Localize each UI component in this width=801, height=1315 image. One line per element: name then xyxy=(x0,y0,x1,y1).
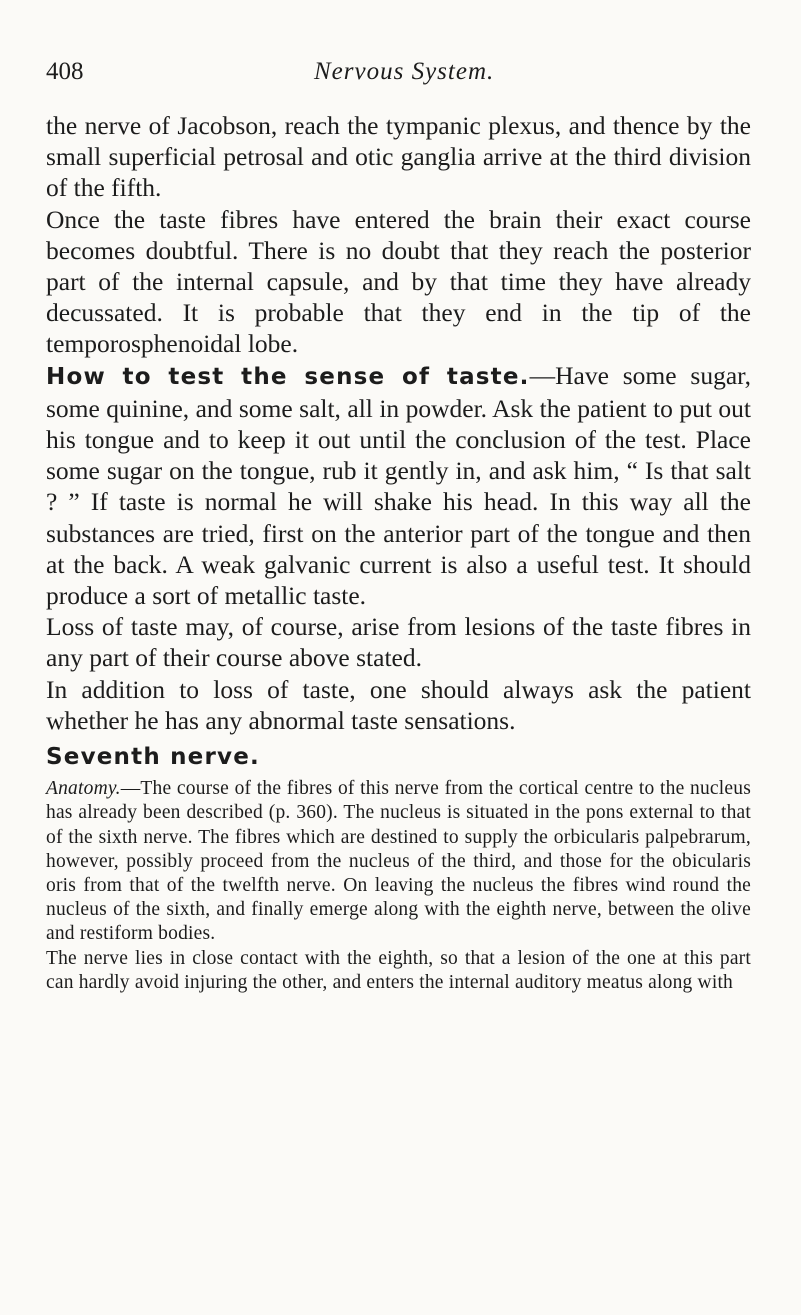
paragraph-nerve-contact: The nerve lies in close contact with the eighth, so that a lesion of the one at this part can hardly avoid injuring the other, and enters the internal auditory meatus along with xyxy=(46,947,751,993)
body-text xyxy=(46,110,751,995)
anatomy-label: Anatomy. xyxy=(46,778,121,800)
anatomy-text: —The course of the fibres of this nerve from the cortical centre to the nucleus has already been described (p. 360). The nucleus is situated in the pons external to that of the sixth nerve. The fibres which are destined to supply the orbicularis palpebrarum, however, possibly proceed from the nucleus of the third, and those for the obicularis oris from that of the twelfth nerve. On leaving the nucleus the fibres wind round the nucleus of the sixth, and finally emerge along with the eighth nerve, between the olive and restiform bodies. xyxy=(46,778,751,945)
page-number: 408 xyxy=(46,58,84,85)
paragraph-abnormal-taste: In addition to loss of taste, one should always ask the patient whether he has any abnormal taste sensations. xyxy=(46,674,751,735)
running-title: Nervous System. xyxy=(314,58,495,85)
section-heading-seventh-nerve: Seventh nerve. xyxy=(46,744,260,771)
book-page xyxy=(46,58,751,995)
taste-test-text: —Have some sugar, some quinine, and some salt, all in powder. Ask the patient to put out his tongue and to keep it out until the conclusion of the test. Place some sugar on the tongue, rub it gently in, and ask him, “ Is that salt ? ” If taste is normal he will shake his head. In this way all the substances are tried, first on the anterior part of the tongue and then at the back. A weak galvanic current is also a useful test. It should produce a sort of metallic taste. xyxy=(46,360,752,611)
paragraph-loss-of-taste: Loss of taste may, of course, arise from lesions of the taste fibres in any part of their course above stated. xyxy=(46,612,751,673)
paragraph-taste-test xyxy=(46,360,751,612)
taste-test-heading: How to test the sense of taste. xyxy=(46,363,530,390)
paragraph-jacobson: the nerve of Jacobson, reach the tympanic plexus, and thence by the small superficial petrosal and otic ganglia arrive at the third division of the fifth. xyxy=(46,111,751,203)
paragraph-taste-course: Once the taste fibres have entered the brain their exact course becomes doubtful. There is no doubt that they reach the posterior part of the internal capsule, and by that time they have already decussated. It is probable that they end in the tip of the temporosphenoidal lobe. xyxy=(46,204,751,359)
paragraph-anatomy xyxy=(46,777,751,946)
page-header xyxy=(46,58,751,98)
